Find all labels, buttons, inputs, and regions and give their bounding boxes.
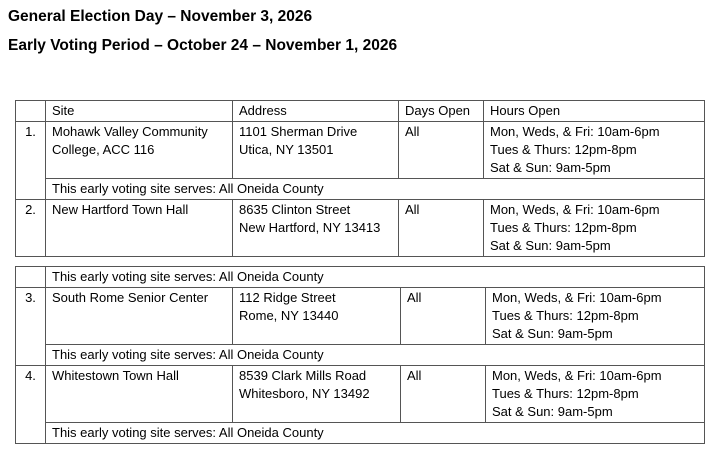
address-line: Rome, NY 13440 [239,308,339,323]
early-voting-table-part-2 [15,266,705,444]
site-address [233,288,401,345]
early-voting-heading: Early Voting Period – October 24 – November 1, 2026 [8,37,398,54]
hours-line: Mon, Weds, & Fri: 10am-6pm [492,368,662,383]
address-line: 8539 Clark Mills Road [239,368,367,383]
site-address [233,366,401,423]
hours-open [486,288,705,345]
site-number: 2. [16,200,46,257]
hours-line: Sat & Sun: 9am-5pm [490,160,611,175]
address-line: Whitesboro, NY 13492 [239,386,370,401]
site-name [46,122,233,179]
serves-row [16,179,705,200]
address-line: 112 Ridge Street [239,290,336,305]
election-day-heading: General Election Day – November 3, 2026 [8,8,313,25]
number-column-header [16,101,46,122]
site-name-line: Mohawk Valley Community [52,124,208,139]
serves-row [16,345,705,366]
serves-note: This early voting site serves: All Oneida County [46,423,705,444]
site-number: 1. [16,122,46,200]
address-column-header: Address [233,101,399,122]
blank-cell [16,267,46,288]
serves-row [16,267,705,288]
hours-line: Mon, Weds, & Fri: 10am-6pm [490,124,660,139]
days-open: All [401,288,486,345]
address-line: 8635 Clinton Street [239,202,351,217]
hours-open [484,122,705,179]
table-row [16,366,705,423]
table-row [16,122,705,179]
site-number: 3. [16,288,46,366]
hours-line: Tues & Thurs: 12pm-8pm [490,220,637,235]
serves-note: This early voting site serves: All Oneida County [46,345,705,366]
table-row [16,288,705,345]
hours-open [484,200,705,257]
days-open: All [399,200,484,257]
serves-note: This early voting site serves: All Oneida County [46,179,705,200]
days-open: All [401,366,486,423]
hours-line: Mon, Weds, & Fri: 10am-6pm [492,290,662,305]
hours-line: Sat & Sun: 9am-5pm [492,404,613,419]
site-name-line: College, ACC 116 [52,142,155,157]
serves-note: This early voting site serves: All Oneida County [46,267,705,288]
hours-open-column-header: Hours Open [484,101,705,122]
early-voting-table-part-1 [15,100,705,257]
site-name-line: New Hartford Town Hall [52,202,189,217]
days-open: All [399,122,484,179]
hours-line: Sat & Sun: 9am-5pm [492,326,613,341]
address-line: 1101 Sherman Drive [239,124,358,139]
serves-row [16,423,705,444]
site-name [46,288,233,345]
hours-line: Mon, Weds, & Fri: 10am-6pm [490,202,660,217]
table-row [16,200,705,257]
address-line: New Hartford, NY 13413 [239,220,381,235]
hours-line: Sat & Sun: 9am-5pm [490,238,611,253]
hours-open [486,366,705,423]
hours-line: Tues & Thurs: 12pm-8pm [492,386,639,401]
hours-line: Tues & Thurs: 12pm-8pm [492,308,639,323]
site-name [46,200,233,257]
header-row [16,101,705,122]
site-name-line: South Rome Senior Center [52,290,209,305]
hours-line: Tues & Thurs: 12pm-8pm [490,142,637,157]
site-address [233,200,399,257]
site-name-line: Whitestown Town Hall [52,368,179,383]
site-name [46,366,233,423]
address-line: Utica, NY 13501 [239,142,334,157]
site-address [233,122,399,179]
site-number: 4. [16,366,46,444]
site-column-header: Site [46,101,233,122]
days-open-column-header: Days Open [399,101,484,122]
